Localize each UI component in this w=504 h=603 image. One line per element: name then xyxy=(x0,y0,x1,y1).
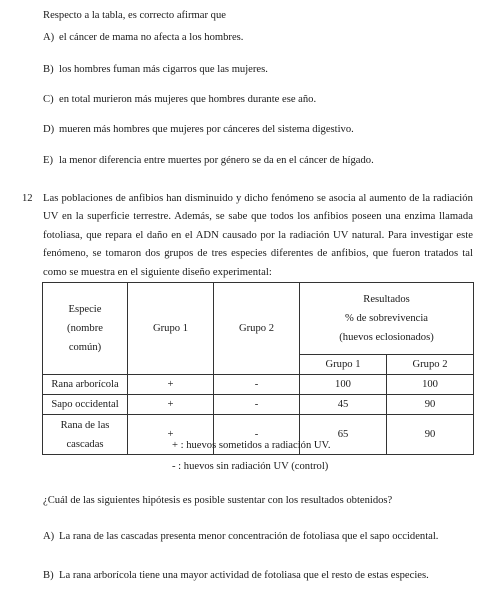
option-text: mueren más hombres que mujeres por cánceres del sistema digestivo. xyxy=(59,124,354,135)
cell-group2: - xyxy=(214,415,300,455)
question-stem: ¿Cuál de las siguientes hipótesis es posible sustentar con los resultados obtenidos? xyxy=(43,495,393,506)
option-b[interactable] xyxy=(43,570,429,581)
header-results-group1: Grupo 1 xyxy=(300,355,387,375)
table-row xyxy=(43,395,474,415)
option-a[interactable] xyxy=(43,531,438,542)
option-text: la menor diferencia entre muertes por género se da en el cáncer de hígado. xyxy=(59,155,374,166)
header-species-line: (nombre xyxy=(67,323,103,334)
cell-group1: + xyxy=(128,395,214,415)
cell-species xyxy=(43,415,128,455)
option-letter: C) xyxy=(43,94,54,105)
header-results xyxy=(300,283,474,355)
cell-group1: + xyxy=(128,415,214,455)
cell-group2: - xyxy=(214,375,300,395)
option-letter: A) xyxy=(43,531,55,542)
option-b[interactable] xyxy=(43,64,268,75)
question-paragraph: Las poblaciones de anfibios han disminuido y dicho fenómeno se asocia al aumento de la radiación UV en la superficie terrestre. Además, se sabe que todos los anfibios poseen una enzima llamada fotoliasa, que repara el daño en el ADN causado por la radiación UV natural. Para investigar este fenómeno, se tomaron dos grupos de tres especies diferentes de anfibios, que fueron tratados tal como se muestra en el siguiente diseño experimental: xyxy=(43,193,473,278)
cell-species: Sapo occidental xyxy=(43,395,128,415)
question-stem: Respecto a la tabla, es correcto afirmar que xyxy=(43,10,226,21)
cell-result2: 90 xyxy=(387,415,474,455)
cell-result1: 45 xyxy=(300,395,387,415)
option-c[interactable] xyxy=(43,94,316,105)
option-text: el cáncer de mama no afecta a los hombres. xyxy=(59,32,244,43)
cell-result2: 90 xyxy=(387,395,474,415)
cell-result2: 100 xyxy=(387,375,474,395)
option-letter: B) xyxy=(43,64,54,75)
cell-group2: - xyxy=(214,395,300,415)
header-species-line: Especie xyxy=(68,304,102,315)
cell-group1: + xyxy=(128,375,214,395)
option-text: los hombres fuman más cigarros que las mujeres. xyxy=(59,64,268,75)
experiment-table xyxy=(42,282,474,455)
header-results-line: Resultados xyxy=(363,294,410,305)
option-text: La rana de las cascadas presenta menor concentración de fotoliasa que el sapo occidental. xyxy=(59,531,439,542)
cell-species: Rana arborícola xyxy=(43,375,128,395)
option-a[interactable] xyxy=(43,32,243,43)
legend-radiation: + : huevos sometidos a radiación UV. xyxy=(172,440,331,451)
cell-species-line: Rana de las xyxy=(60,419,110,431)
option-letter: B) xyxy=(43,570,54,581)
option-text: La rana arborícola tiene una mayor actividad de fotoliasa que el resto de estas especies. xyxy=(59,570,429,581)
header-results-line: (huevos eclosionados) xyxy=(339,332,434,343)
cell-result1: 65 xyxy=(300,415,387,455)
cell-result1: 100 xyxy=(300,375,387,395)
legend-control: - : huevos sin radiación UV (control) xyxy=(172,461,329,472)
table-row xyxy=(43,375,474,395)
option-letter: D) xyxy=(43,124,55,135)
question-number: 12 xyxy=(22,193,33,204)
option-e[interactable] xyxy=(43,155,374,166)
header-species xyxy=(43,283,128,375)
header-species-line: común) xyxy=(68,342,102,353)
header-results-group2: Grupo 2 xyxy=(387,355,474,375)
header-group2: Grupo 2 xyxy=(214,283,300,375)
header-results-line: % de sobrevivencia xyxy=(345,313,428,324)
option-d[interactable] xyxy=(43,124,354,135)
cell-species-line: cascadas xyxy=(66,438,104,450)
option-letter: A) xyxy=(43,32,55,43)
option-letter: E) xyxy=(43,155,53,166)
header-group1: Grupo 1 xyxy=(128,283,214,375)
option-text: en total murieron más mujeres que hombres durante ese año. xyxy=(59,94,317,105)
